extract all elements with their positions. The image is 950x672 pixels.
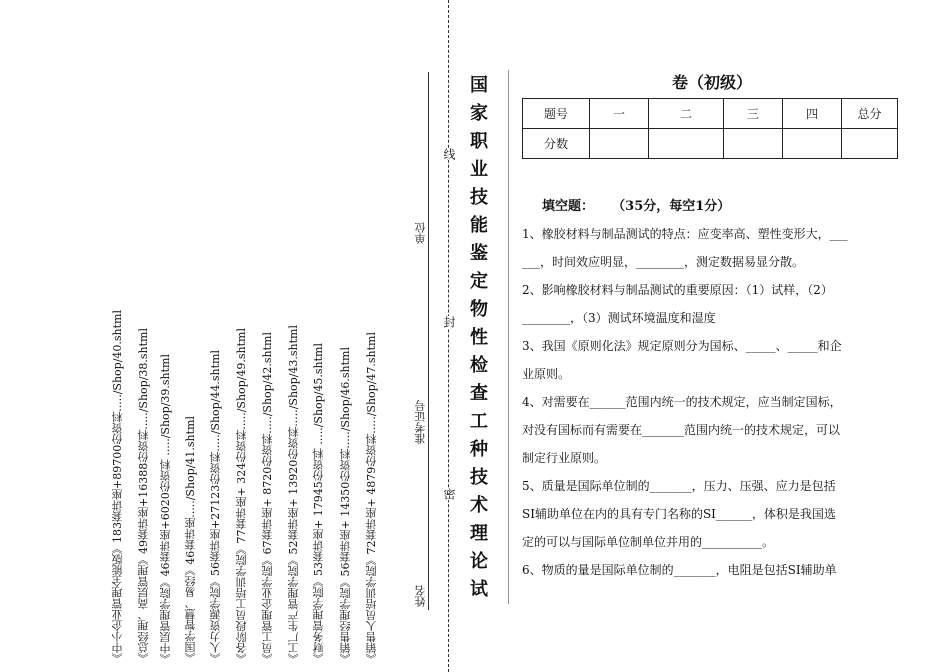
paper-title: 卷（初级） — [671, 73, 752, 92]
title-char: 工 — [470, 411, 488, 432]
ad-line: 《销售经理学院》56套讲座+ 14350份资料...../Shop/46.shtml — [339, 346, 352, 664]
question-line: 对没有国标而有需要在_______范围内统一的技术规定，可以 — [522, 423, 841, 437]
question-line: 5、质量是国际单位制的_______，压力、压强、应力是包括 — [522, 479, 836, 493]
ad-line: 《财务管理学院》53套讲座+ 17945份资料 ...../Shop/45.shtml — [312, 343, 325, 664]
question-line: ___，时间效应明显，________，测定数据易显分散。 — [522, 255, 805, 269]
exam-vertical-title — [466, 72, 492, 604]
question-line: ________，（3）测试环境温度和湿度 — [522, 311, 716, 325]
advertisement-column — [0, 0, 400, 672]
question-line: 业原则。 — [522, 367, 571, 381]
title-char: 定 — [470, 271, 488, 292]
title-char: 查 — [470, 383, 488, 404]
question-line: 6、物质的量是国际单位制的_______，电阻是包括SI辅助单 — [522, 563, 837, 577]
column-separator — [508, 70, 509, 604]
ad-line: 《中层管理学院》46套讲座+6020份资料 ...../Shop/39.shtml — [159, 353, 172, 664]
score-row-label: 分数 — [523, 129, 590, 159]
title-char: 性 — [470, 327, 488, 348]
question-line: 3、我国《原则化法》规定原则分为国标、_____、_____和企 — [522, 339, 842, 353]
name-label: 姓名 — [414, 585, 427, 607]
score-table-score-row — [523, 129, 898, 159]
score-header-cell: 题号 — [523, 99, 590, 129]
score-cell — [724, 129, 783, 159]
ad-line: 《总经理、高层管理》49套讲座+16388份资料...../Shop/38.shtml — [137, 328, 150, 664]
ad-line: 《销售人员培训学院》72套讲座+ 4879份资料...../Shop/47.shtml — [365, 331, 378, 664]
question-line: 2、影响橡胶材料与制品测试的重要原因：（1）试样，（2） — [522, 283, 833, 297]
question-line: 1、橡胶材料与制品测试的特点：应变率高、塑性变形大，___ — [522, 227, 848, 241]
exam-content — [522, 72, 902, 584]
score-header-cell: 二 — [649, 99, 724, 129]
title-char: 鉴 — [470, 243, 488, 264]
section-header — [522, 195, 902, 214]
score-header-cell: 四 — [783, 99, 842, 129]
score-table — [522, 98, 898, 159]
title-char: 业 — [470, 159, 488, 180]
title-char: 理 — [470, 523, 488, 544]
ad-line: 《员工管理企业学院》67套讲座+ 8720份资料...../Shop/42.shtml — [261, 331, 274, 664]
score-cell — [590, 129, 649, 159]
ad-line: 《各阶段员工培训学院》77套讲座+ 324份资料...../Shop/49.shtml — [235, 327, 248, 664]
title-char: 种 — [470, 439, 488, 460]
seal-mark-feng: 封 — [442, 316, 456, 328]
binding-fill-line — [428, 72, 429, 610]
unit-label: 单位 — [414, 222, 427, 244]
score-header-cell: 总分 — [842, 99, 898, 129]
question-line: SI辅助单位在内的具有专门名称的SI______，体积是我国选 — [522, 507, 836, 521]
title-char: 物 — [470, 299, 488, 320]
score-cell — [649, 129, 724, 159]
section-note: （35分，每空1分） — [612, 199, 731, 214]
exam-number-label: 准考证号 — [414, 400, 427, 444]
title-char: 家 — [470, 103, 488, 124]
question-line: 4、对需要在______范围内统一的技术规定，应当制定国标， — [522, 395, 842, 409]
score-header-cell: 三 — [724, 99, 783, 129]
question-line: 制定行业原则。 — [522, 451, 607, 465]
title-char: 试 — [470, 579, 488, 600]
title-char: 术 — [470, 495, 488, 516]
ad-line: 《工厂生产管理学院》52套讲座+ 13920份资料...../Shop/43.shtml — [287, 324, 300, 664]
score-table-header-row — [523, 99, 898, 129]
ad-line: 《人力资源学院》56套讲座+27123份资料...../Shop/44.shtml — [209, 350, 222, 664]
ad-line: 《中小企业管理全能版》183套讲座+89700份资料...../Shop/40.shtml — [111, 310, 124, 664]
score-cell — [842, 129, 898, 159]
seal-mark-mi: 密 — [442, 488, 456, 500]
cut-line — [448, 0, 449, 672]
title-char: 能 — [470, 215, 488, 236]
title-char: 国 — [470, 75, 488, 96]
question-list — [522, 220, 902, 584]
ad-line: 《国学智慧、易经》46套讲座...../Shop/41.shtml — [184, 416, 197, 664]
score-header-cell: 一 — [590, 99, 649, 129]
title-char: 技 — [470, 187, 488, 208]
score-cell — [783, 129, 842, 159]
section-title: 填空题： — [542, 199, 595, 214]
title-char: 技 — [470, 467, 488, 488]
title-char: 检 — [470, 355, 488, 376]
title-char: 职 — [470, 131, 488, 152]
title-char: 论 — [470, 551, 488, 572]
question-line: 定的可以与国际单位制单位并用的__________。 — [522, 535, 775, 549]
seal-mark-xian: 线 — [442, 148, 456, 160]
